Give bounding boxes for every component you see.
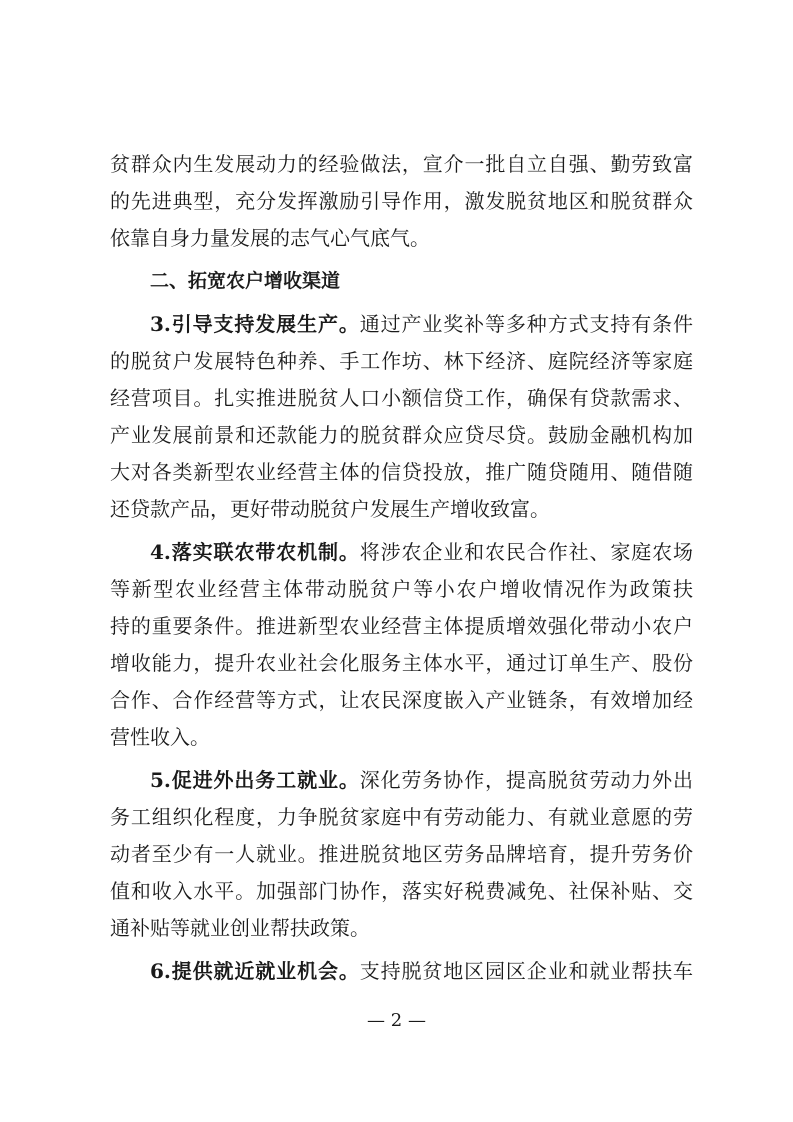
paragraph-line: 持的重要条件。推进新型农业经营主体提质增效强化带动小农户 — [110, 614, 693, 638]
paragraph-first-line — [110, 534, 693, 571]
document-page — [110, 146, 693, 990]
paragraph-line: 动者至少有一人就业。推进脱贫地区劳务品牌培育，提升劳务价 — [110, 842, 693, 866]
paragraph-line: 增收能力，提升农业社会化服务主体水平，通过订单生产、股份 — [110, 651, 693, 675]
paragraph-line: 值和收入水平。加强部门协作，落实好税费减免、社保补贴、交 — [110, 879, 693, 903]
paragraph-item-6 — [110, 953, 693, 990]
intro-line: 的先进典型，充分发挥激励引导作用，激发脱贫地区和脱贫群众 — [110, 189, 693, 213]
paragraph-item-3 — [110, 306, 693, 528]
paragraph-line: 大对各类新型农业经营主体的信贷投放，推广随贷随用、随借随 — [110, 460, 693, 484]
item-lead: 6.提供就近就业机会。 — [150, 959, 360, 983]
item-lead: 5.促进外出务工就业。 — [150, 768, 360, 792]
paragraph-line: 务工组织化程度，力争脱贫家庭中有劳动能力、有就业意愿的劳 — [110, 805, 693, 829]
intro-line: 贫群众内生发展动力的经验做法，宣介一批自立自强、勤劳致富 — [110, 152, 693, 176]
section-heading: 二、拓宽农户增收渠道 — [150, 270, 341, 292]
item-text: 支持脱贫地区园区企业和就业帮扶车 — [359, 959, 693, 983]
item-lead: 3.引导支持发展生产。 — [150, 312, 360, 336]
item-text: 将涉农企业和农民合作社、家庭农场 — [359, 540, 693, 564]
item-text: 通过产业奖补等多种方式支持有条件 — [359, 312, 693, 336]
item-lead: 4.落实联农带农机制。 — [150, 540, 360, 564]
paragraph-item-5 — [110, 762, 693, 947]
paragraph-first-line — [110, 306, 693, 343]
paragraph-line: 等新型农业经营主体带动脱贫户等小农户增收情况作为政策扶 — [110, 577, 693, 601]
paragraph-line: 产业发展前景和还款能力的脱贫群众应贷尽贷。鼓励金融机构加 — [110, 423, 693, 447]
paragraph-first-line — [110, 953, 693, 990]
paragraph-line: 合作、合作经营等方式，让农民深度嵌入产业链条，有效增加经 — [110, 688, 693, 712]
paragraph-line: 的脱贫户发展特色种养、手工作坊、林下经济、庭院经济等家庭 — [110, 349, 693, 373]
paragraph-line: 营性收入。 — [110, 725, 210, 749]
paragraph-first-line — [110, 762, 693, 799]
paragraph-line: 经营项目。扎实推进脱贫人口小额信贷工作，确保有贷款需求、 — [110, 386, 693, 410]
intro-line: 依靠自身力量发展的志气心气底气。 — [110, 226, 430, 250]
page-number: — 2 — — [367, 1010, 426, 1031]
paragraph-line: 通补贴等就业创业帮扶政策。 — [110, 916, 370, 940]
paragraph-item-4 — [110, 534, 693, 756]
paragraph-line: 还贷款产品，更好带动脱贫户发展生产增收致富。 — [110, 497, 550, 521]
item-text: 深化劳务协作，提高脱贫劳动力外出 — [359, 768, 693, 792]
